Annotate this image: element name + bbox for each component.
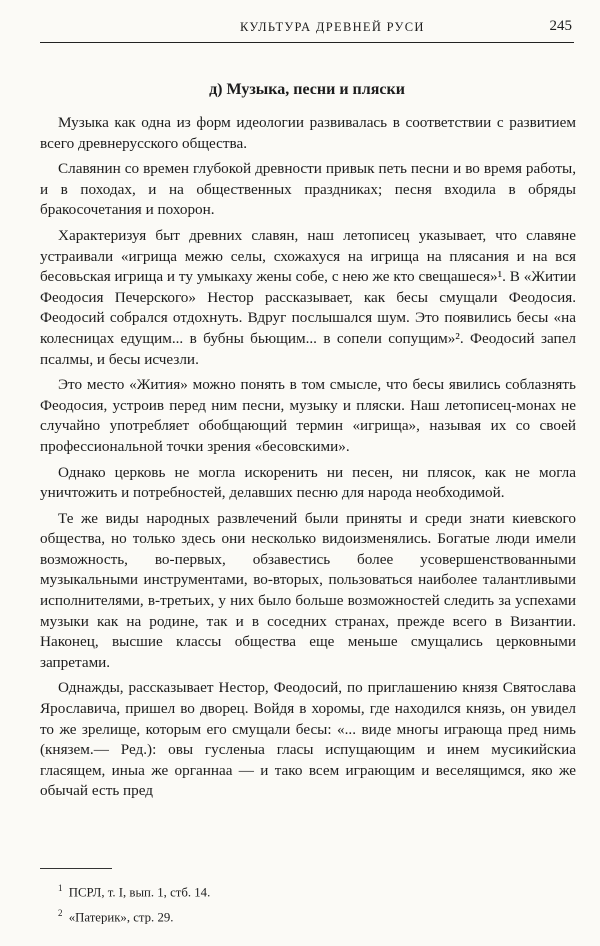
footnote — [58, 878, 210, 903]
paragraph: Однажды, рассказывает Нестор, Феодосий, по приглашению князя Святослава Ярославича, пришел во дворец. Войдя в хоромы, где находился князь, он увидел то же зрелище, которым его смущали бесы: «... виде многы играюща пред нимь (князем.— Ред.): овы гусленыа гласы испущающим и инем мусикийскиа гласящем, иныа же органнаа — и тако всем играющим и веселящимся, яко же обычай есть пред — [40, 679, 576, 800]
page-number: 245 — [549, 18, 572, 34]
footnote-rule — [40, 868, 112, 869]
paragraph: Музыка как одна из форм идеологии развивалась в соответствии с развитием всего древнерусского общества. — [40, 114, 576, 152]
paragraph: Однако церковь не могла искоренить ни песен, ни плясок, как не могла уничтожить и потребностей, делавших песню для народа необходимой. — [40, 463, 576, 502]
footnotes — [58, 878, 210, 929]
footnote-text: ПСРЛ, т. I, вып. 1, стб. 14. — [68, 885, 211, 900]
footnote-number: 2 — [58, 908, 63, 919]
body-text — [40, 113, 576, 807]
paragraph: Характеризуя быт древних славян, наш летописец указывает, что славяне устраивали «игрища межю селы, схожахуся на игрища на плясания и на вся бесовьская игрища и ту умыкаху жены собе, с нею же кто свещашеся»¹. В «Житии Феодосия Печерского» Нестор рассказывает, как бесы смущали Феодосия. Феодосий собрался отдохнуть. Вдруг послышался шум. Это появились бесы «на колесницах едущим... в бубны бьющим... в сопели сопущим»². Феодосий запел псалмы, и бесы исчезли. — [40, 226, 576, 368]
footnote — [58, 903, 210, 928]
paragraph: Это место «Жития» можно понять в том смысле, что бесы явились соблазнять Феодосия, устроив перед ним песни, музыку и пляски. Наш летописец-монах не случайно употребляет обобщающий термин «игрища», называя их со своей профессиональной точки зрения «бесовскими». — [40, 376, 576, 455]
footnote-number: 1 — [58, 883, 63, 893]
running-header — [40, 18, 574, 43]
paragraph: Те же виды народных развлечений были приняты и среди знати киевского общества, но только здесь они несколько видоизменялись. Богатые люди имели возможность, во-первых, обзавестись более усовершенствованными музыкальными инструментами, во-вторых, пользоваться наиболее талантливыми исполнителями, в-третьих, у них было больше возможностей следить за успехами музыки как на родине, так и в соседних странах, прежде всего в Византии. Наконец, высшие классы общества еще меньше смущались церковными запретами. — [40, 509, 576, 671]
running-title: КУЛЬТУРА ДРЕВНЕЙ РУСИ — [240, 20, 425, 34]
paragraph: Славянин со времен глубокой древности привык петь песни и во время работы, и в походах, и на общественных праздниках; песня входила в обряды бракосочетания и похорон. — [40, 160, 576, 219]
section-title: д) Музыка, песни и пляски — [209, 81, 405, 98]
footnote-text: «Патерик», стр. 29. — [68, 910, 174, 925]
